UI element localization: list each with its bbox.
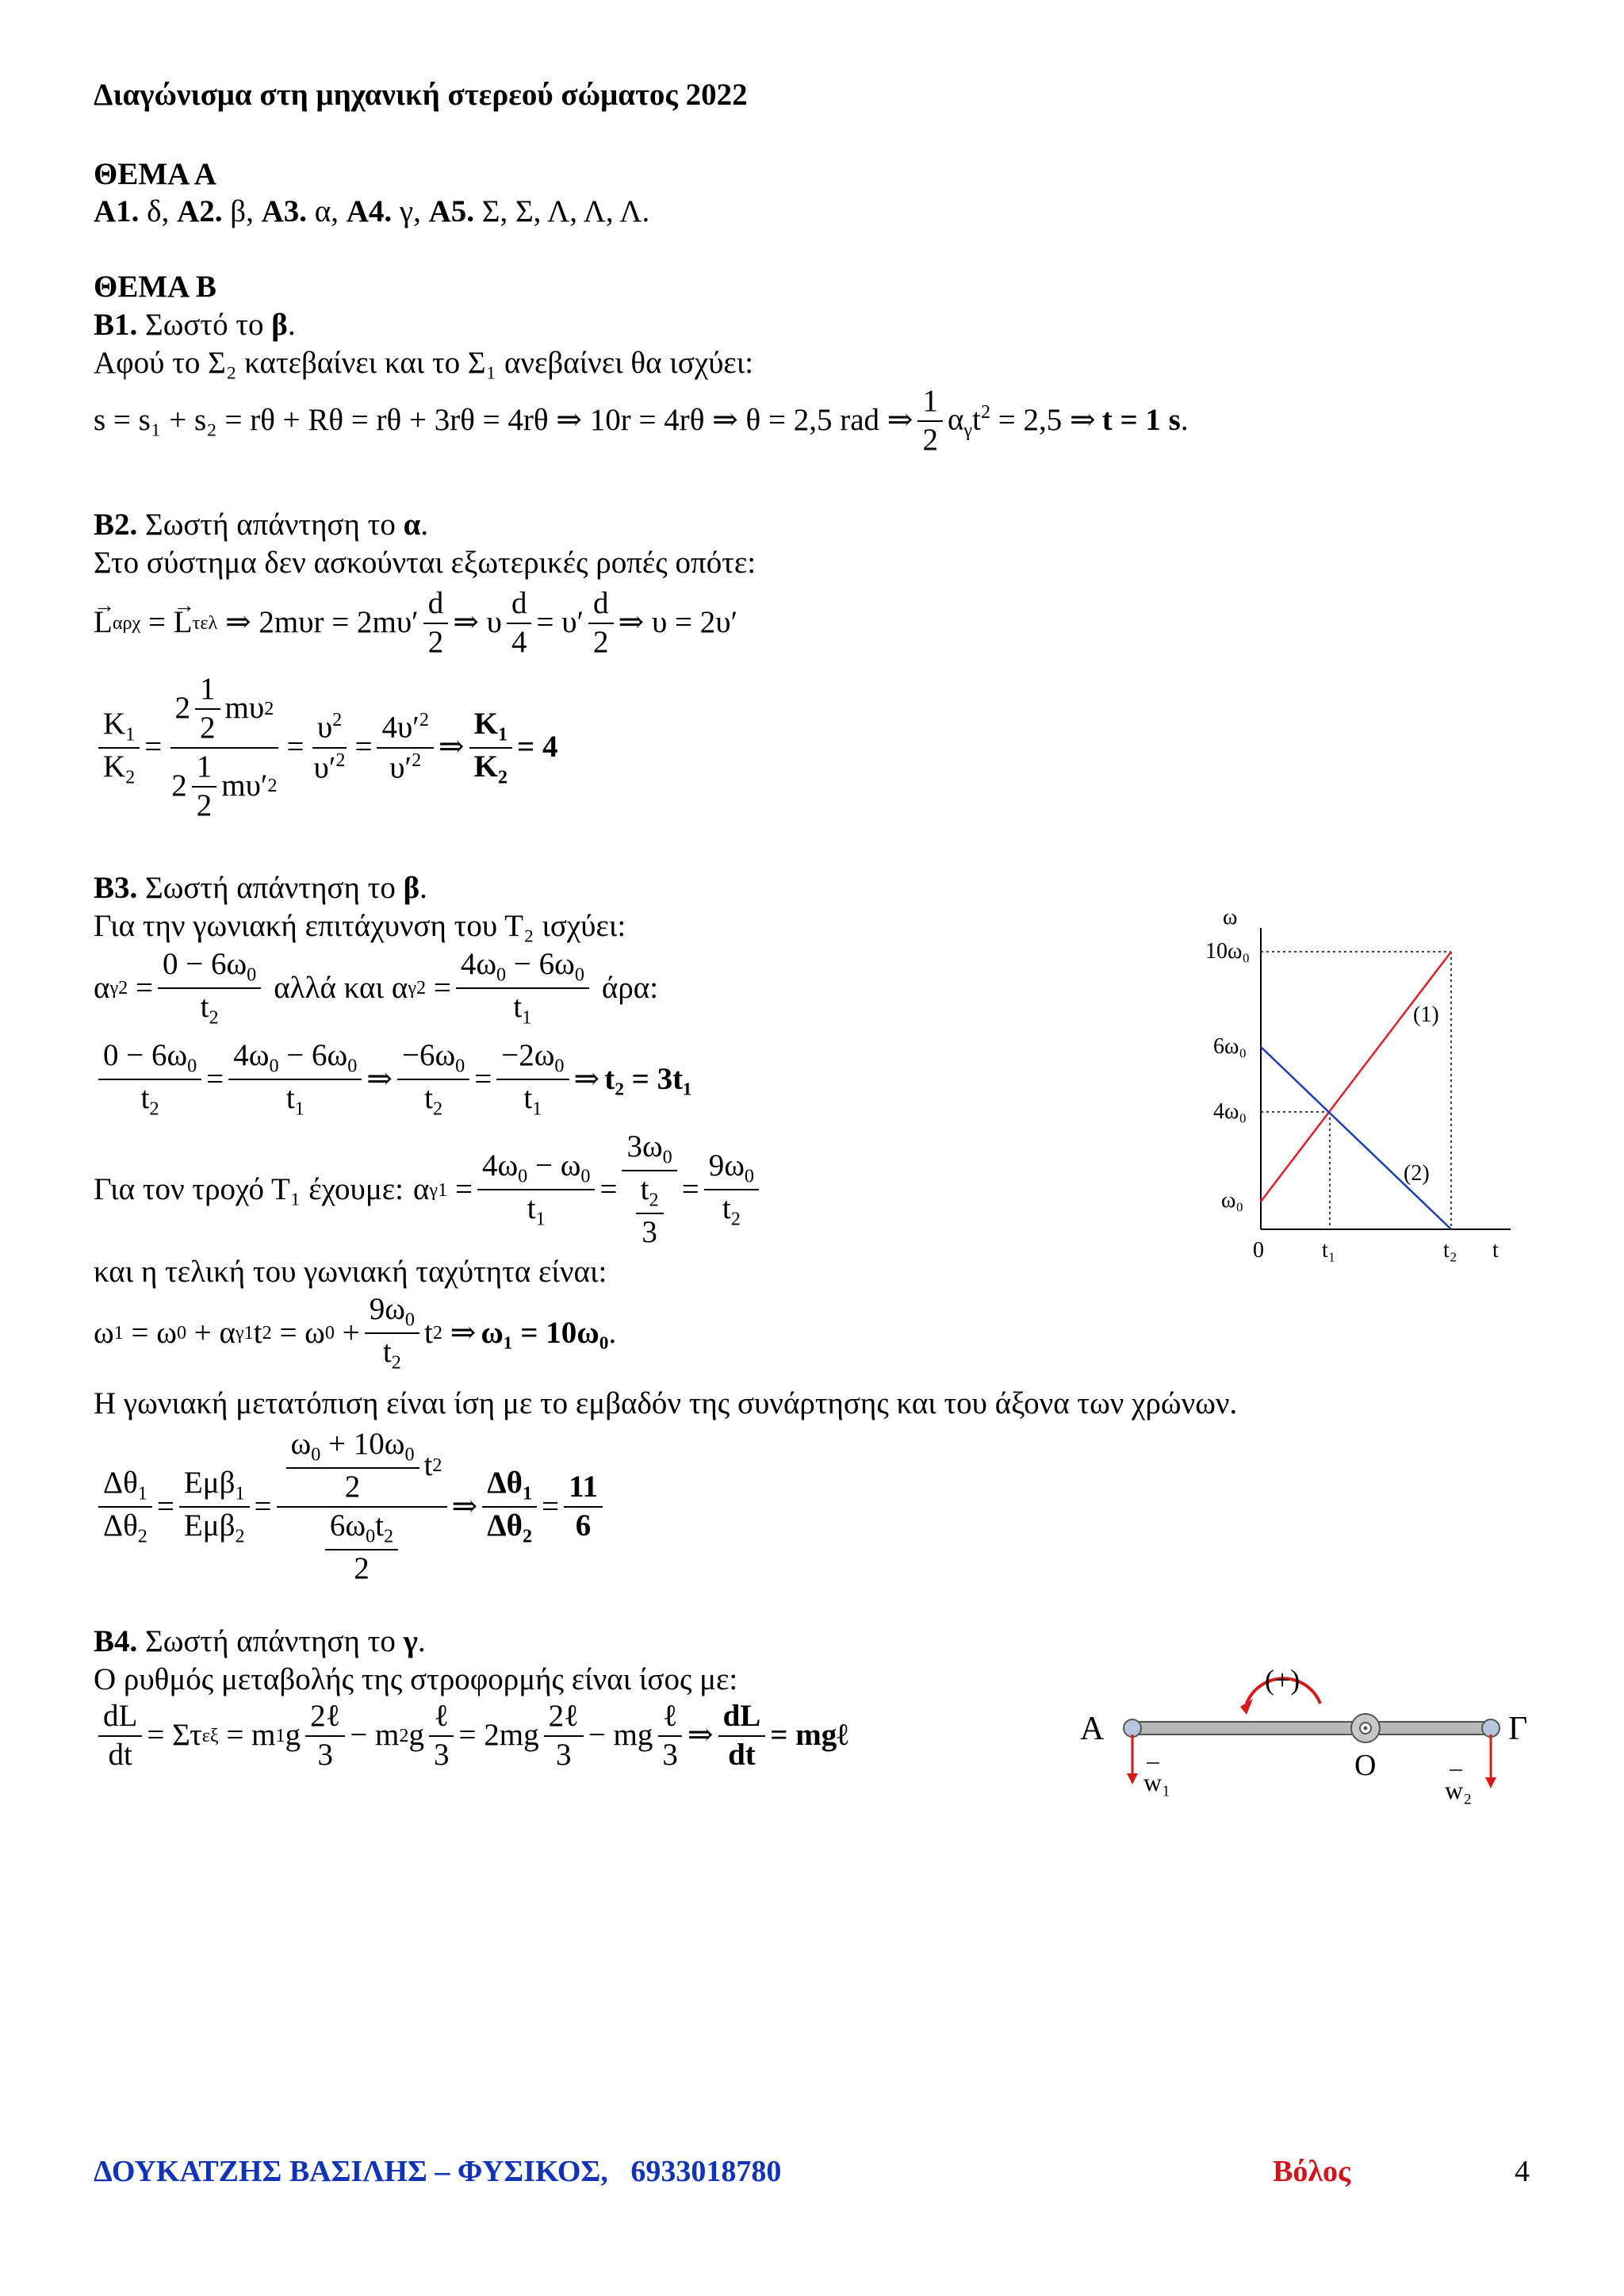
y-tick-w0: ω₀ (1221, 1188, 1244, 1213)
b3-result-t: t₂ = 3t₁ (604, 1061, 692, 1096)
a4-answer: γ (399, 194, 414, 228)
rod-bar (1132, 1722, 1489, 1734)
thema-a-title: ΘΕΜΑ Α (94, 157, 216, 191)
a1-label: Α1. (94, 194, 140, 228)
b1-line1: Αφού το Σ₂ κατεβαίνει και το Σ₁ ανεβαίνει θα ισχύει: (94, 346, 754, 380)
b3-ara: άρα: (601, 970, 659, 1005)
b4-result: = mgℓ (770, 1718, 848, 1753)
b1-alpha-term: $\alpha_\gamma t^2$ (947, 401, 991, 441)
w2-label: w₂ (1445, 1776, 1473, 1804)
b2-text: Σωστή απάντηση το (145, 508, 396, 542)
line-2-label: (2) (1404, 1161, 1430, 1186)
b1-label: Β1. (94, 308, 138, 342)
b1-heading: Β1. Σωστό το β. (94, 308, 296, 342)
b3-alla: αλλά και (274, 970, 384, 1005)
b3-line4: Η γωνιακή μετατόπιση είναι ίση με το εμβαδόν της συνάρτησης και του άξονα των χρώνων. (94, 1386, 1238, 1420)
line-1-label: (1) (1413, 1002, 1439, 1027)
b2-line1: Στο σύστημα δεν ασκούνται εξωτερικές ροπές οπότε: (94, 546, 756, 580)
end-a-cap (1124, 1719, 1141, 1737)
footer-city: Βόλος (1273, 2155, 1351, 2188)
a1-answer: δ (147, 194, 162, 228)
omega-time-graph (1205, 904, 1522, 1285)
end-a-label: Α (1080, 1711, 1105, 1747)
b3-ratio-num: 11 (564, 1470, 603, 1508)
a5-label: Α5. (428, 194, 475, 228)
x-axis-label: t (1492, 1238, 1499, 1263)
b1-eq-tail: = 2,5 ⇒ (998, 403, 1096, 438)
pivot-o-dot (1364, 1727, 1368, 1731)
b2-result: = 4 (517, 730, 558, 765)
b3-result-w: ω₁ = 10ω₀ (481, 1315, 609, 1350)
rotation-label: (+) (1265, 1664, 1300, 1696)
a3-label: Α3. (261, 194, 307, 228)
x-tick-t2: t₂ (1443, 1238, 1457, 1263)
b4-line1: Ο ρυθμός μεταβολής της στροφορμής είναι ίσος με: (94, 1662, 738, 1696)
b4-torque-equation: $\frac{dL}{dt}$ = Στ εξ = m 1 g $\frac{\text{2ℓ}}{3}$ − m 2 g $\frac{\text{ℓ}}{3}$ = 2mg $\frac{\text{2ℓ}}{3}$ − mg $\frac{\text{ℓ}}{3}$ ⇒ $\frac{dL}{dt}$ = mgℓ (94, 1700, 848, 1773)
b3-choice: β (403, 871, 420, 905)
w1-label: w₁ (1143, 1768, 1171, 1796)
rod-diagram (1071, 1658, 1546, 1816)
pivot-o-label: Ο (1354, 1749, 1377, 1782)
a5-answer: Σ, Σ, Λ, Λ, Λ. (481, 194, 650, 228)
b3-wheel1-equation: Για τον τροχό Τ₁ έχουμε: α γ1 = $\frac{4\omega_0 - \omega_0}{t_1}$ = $\frac{3\omega_0}{\frac{t_2}{3}}$ = $\frac{9\omega_0}{t_2}$ (94, 1130, 764, 1250)
b4-heading: Β4. Σωστή απάντηση το γ. (94, 1624, 426, 1658)
b3-line1: Για την γωνιακή επιτάχυνση του Τ₂ ισχύει: (94, 909, 626, 943)
b1-result: t = 1 s (1101, 403, 1181, 438)
b1-choice: β (271, 308, 288, 342)
footer-author (94, 2155, 781, 2190)
b3-ratio-den: 6 (575, 1508, 592, 1543)
b2-label: Β2. (94, 508, 138, 542)
a3-answer: α (314, 194, 331, 228)
b1-equation: s = s₁ + s₂ = rθ + Rθ = rθ + 3rθ = 4rθ ⇒ 10r = 4rθ ⇒ θ = 2,5 rad ⇒ $\frac{1}{2}$ $\alpha_\gamma t^2$ = 2,5 ⇒ t = 1 s . (94, 384, 1189, 457)
footer-author-name: ΔΟΥΚΑΤΖΗΣ ΒΑΣΙΛΗΣ – ΦΥΣΙΚΟΣ, (94, 2155, 608, 2188)
b3-heading: Β3. Σωστή απάντηση το β. (94, 871, 427, 905)
y-tick-10w0: 10ω₀ (1205, 939, 1251, 964)
b4-label: Β4. (94, 1624, 138, 1658)
thema-a-answers: Α1. δ, Α2. β, Α3. α, Α4. γ, Α5. Σ, Σ, Λ, Λ, Λ. (94, 194, 650, 228)
a2-label: Α2. (177, 194, 223, 228)
a2-answer: β (230, 194, 247, 228)
b3-label: Β3. (94, 871, 138, 905)
a4-label: Α4. (346, 194, 393, 228)
end-g-label: Γ (1508, 1711, 1528, 1747)
y-axis-label: ω (1223, 905, 1238, 930)
b2-energy-ratio: $\frac{K_1}{K_2}$ = 2 $\frac{1}{2}$ mυ 2 2 $\frac{1}{2}$ mυ′ 2 = $\frac{\upsilon^2}{\upsilon'^2}$ = $\frac{4\upsilon'^2}{\upsilon'^2}$ ⇒ $\frac{K_1}{K_2}$ = 4 (94, 673, 558, 823)
end-g-cap (1482, 1719, 1500, 1737)
y-tick-6w0: 6ω₀ (1213, 1034, 1247, 1059)
b3-line3: και η τελική του γωνιακή ταχύτητα είναι: (94, 1255, 607, 1289)
b3-accel-equation: α γ2 = $\frac{0 - 6\omega_0}{t_2}$ αλλά και α γ2 = $\frac{4\omega_0 - 6\omega_0}{t_1}$ άρα: (94, 947, 659, 1029)
b3-line2: Για τον τροχό Τ₁ έχουμε: (94, 1172, 404, 1207)
w1-arrowhead (1127, 1773, 1138, 1784)
b4-choice: γ (403, 1624, 418, 1658)
b1-eq-text: s = s₁ + s₂ = rθ + Rθ = rθ + 3rθ = 4rθ ⇒ 10r = 4rθ ⇒ θ = 2,5 rad ⇒ (94, 403, 914, 438)
page-number: 4 (1515, 2155, 1530, 2188)
b3-time-equation: $\frac{0 - 6\omega_0}{t_2}$ = $\frac{4\omega_0 - 6\omega_0}{t_1}$ ⇒ $\frac{-6\omega_0}{t_2}$ = $\frac{-2\omega_0}{t_1}$ ⇒ t₂ = 3t₁ (94, 1039, 692, 1120)
b3-omega-equation: ω 1 = ω 0 + α γ1 t 2 = ω 0 + $\frac{9\omega_0}{t_2}$ t 2 ⇒ ω₁ = 10ω₀ . (94, 1292, 617, 1374)
b1-half-fraction: $\frac{1}{2}$ (917, 385, 943, 458)
b2-heading: Β2. Σωστή απάντηση το α. (94, 508, 429, 542)
thema-b-title: ΘΕΜΑ Β (94, 270, 216, 304)
footer-phone: 6933018780 (630, 2155, 782, 2188)
w2-arrowhead (1485, 1777, 1496, 1788)
b2-momentum-equation: → L αρχ = → L τελ ⇒ 2mυr = 2mυ′ $\frac{d}{2}$ ⇒ υ $\frac{d}{4}$ = υ′ $\frac{d}{2}$ ⇒ υ = 2υ′ (94, 587, 737, 660)
y-tick-4w0: 4ω₀ (1213, 1099, 1247, 1124)
b2-choice: α (403, 508, 421, 542)
x-tick-t1: t₁ (1322, 1238, 1336, 1263)
x-tick-0: 0 (1253, 1238, 1264, 1263)
page-title: Διαγώνισμα στη μηχανική στερεού σώματος 2022 (94, 78, 748, 112)
b3-angle-ratio: $\frac{\Delta\theta_1}{\Delta\theta_2}$ = $\frac{E\mu\beta_1}{E\mu\beta_2}$ = $\frac{\omega_0 + 10\omega_0}{2}$ t 2 $\frac{6\omega_0t_2}{2}$ ⇒ $\frac{\Delta\theta_1}{\Delta\theta_2}$ = $\frac{11}{6}$ (94, 1428, 607, 1586)
line-2 (1261, 1047, 1451, 1229)
b3-text: Σωστή απάντηση το (145, 871, 396, 905)
b4-text: Σωστή απάντηση το (145, 1624, 396, 1658)
b1-text: Σωστό το (145, 308, 264, 342)
